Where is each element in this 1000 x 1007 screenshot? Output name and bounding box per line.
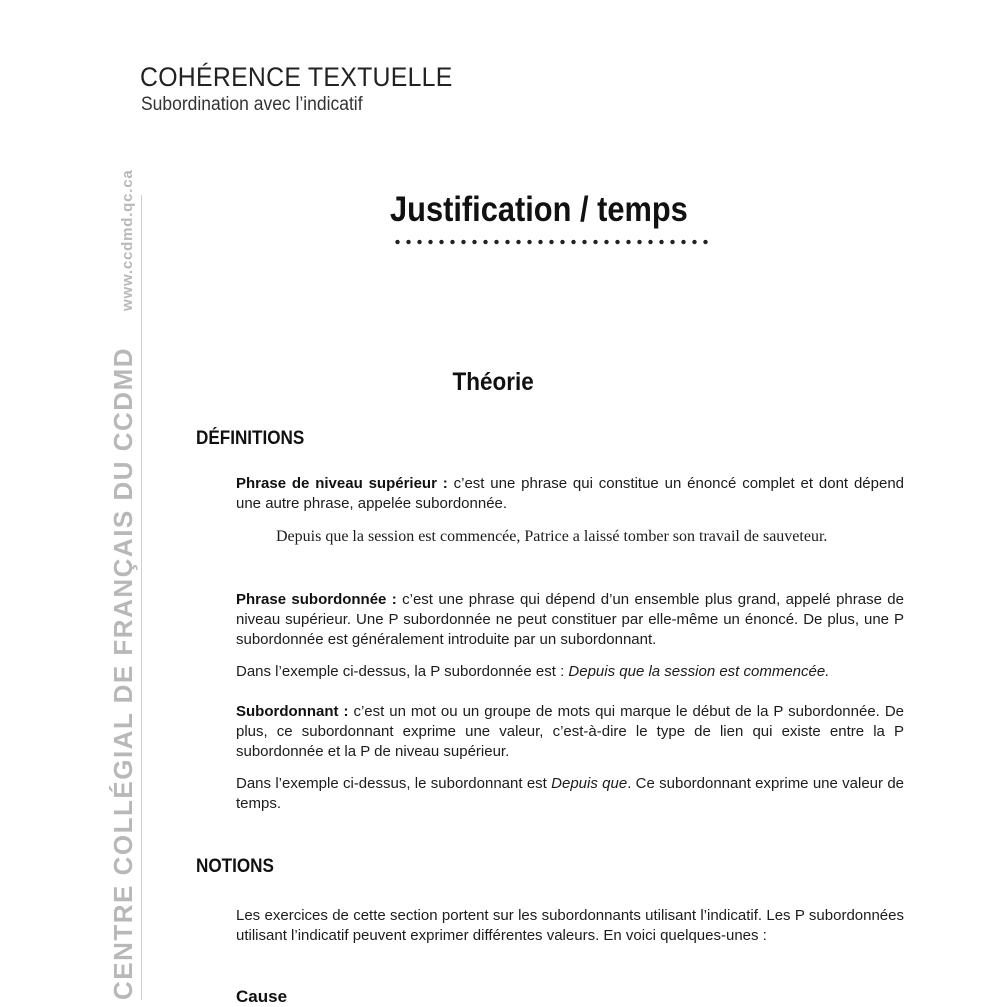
theory-heading: Théorie (452, 368, 534, 396)
side-banner-url: www.ccdmd.qc.ca (119, 169, 136, 311)
note-subordonnant (236, 774, 904, 814)
note-text: Dans l’exemple ci-dessus, la P subordonnée est : (236, 663, 569, 680)
definitions-heading: DÉFINITIONS (196, 428, 305, 449)
note-italic: Depuis que (551, 775, 628, 792)
term-phrase-subordonnee: Phrase subordonnée : (236, 591, 397, 608)
header-subtitle: Subordination avec l’indicatif (141, 94, 363, 115)
definition-phrase-subordonnee (236, 590, 904, 650)
definition-text: c’est un mot ou un groupe de mots qui marque le début de la P subordonnée. De plus, ce subordonnant exprime une valeur, c’est-à-dire le type de lien qui existe entre la P subordonnée et la P de niveau supérieur. (236, 703, 904, 760)
definition-text: c’est une phrase qui constitue un énoncé complet et dont dépend une autre phrase, appelée subordonnée. (236, 475, 904, 512)
note-subordonnee (236, 662, 904, 682)
note-text: . Ce subordonnant exprime une valeur de temps. (236, 775, 905, 812)
notions-heading: NOTIONS (196, 856, 274, 877)
note-text: Dans l’exemple ci-dessus, le subordonnant est (236, 775, 552, 792)
notions-paragraph: Les exercices de cette section portent sur les subordonnants utilisant l’indicatif. Les P subordonnées utilisant l’indicatif peuvent exprimer différentes valeurs. En voici quelques-unes : (236, 907, 904, 944)
definition-subordonnant (236, 702, 904, 762)
title-dotted-underline (392, 238, 710, 246)
page-title: Justification / temps (390, 190, 688, 229)
margin-rule (141, 195, 142, 1000)
definition-text: c’est une phrase qui dépend d’un ensemble plus grand, appelé phrase de niveau supérieur. Une P subordonnée ne peut constituer par elle-même un énoncé. De plus, une P subordonnée est généralement introduite par un subordonnant. (236, 591, 904, 648)
definition-phrase-niveau-superieur (236, 474, 904, 514)
example-sentence: Depuis que la session est commencée, Patrice a laissé tomber son travail de sauveteur. (276, 528, 828, 545)
side-banner (108, 169, 139, 1000)
term-subordonnant: Subordonnant : (236, 703, 349, 720)
note-italic: Depuis que la session est commencée. (568, 663, 830, 680)
term-phrase-niveau-superieur: Phrase de niveau supérieur : (236, 475, 448, 492)
side-banner-title: CENTRE COLLÉGIAL DE FRANÇAIS DU CCDMD (108, 346, 138, 1000)
cause-subheading: Cause (236, 987, 288, 1006)
header-title: COHÉRENCE TEXTUELLE (140, 62, 453, 92)
